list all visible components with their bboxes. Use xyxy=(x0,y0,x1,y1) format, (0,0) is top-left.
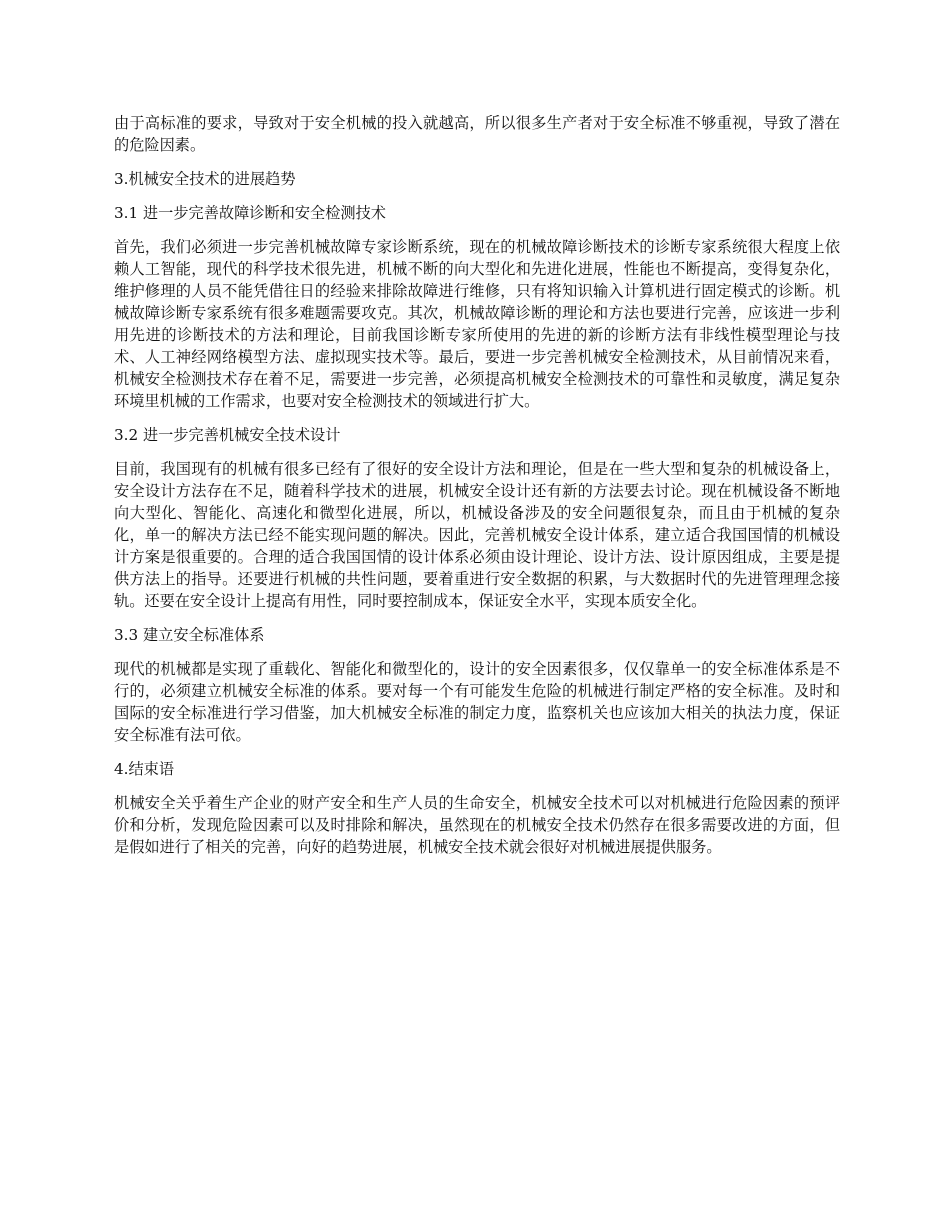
paragraph-3-2: 目前，我国现有的机械有很多已经有了很好的安全设计方法和理论，但是在一些大型和复杂的机械设备上，安全设计方法存在不足，随着科学技术的进展，机械安全设计还有新的方法要去讨论。现在机械设备不断地向大型化、智能化、高速化和微型化进展，所以，机械设备涉及的安全问题很复杂，而且由于机械的复杂化，单一的解决方法已经不能实现问题的解决。因此，完善机械安全设计体系，建立适合我国国情的机械设计方案是很重要的。合理的适合我国国情的设计体系必须由设计理论、设计方法、设计原因组成，主要是提供方法上的指导。还要进行机械的共性问题，要着重进行安全数据的积累，与大数据时代的先进管理理念接轨。还要在安全设计上提高有用性，同时要控制成本，保证安全水平，实现本质安全化。 xyxy=(114,460,840,610)
subsection-heading-3-2: 3.2 进一步完善机械安全技术设计 xyxy=(114,426,341,444)
paragraph-conclusion: 机械安全关乎着生产企业的财产安全和生产人员的生命安全，机械安全技术可以对机械进行危险因素的预评价和分析，发现危险因素可以及时排除和解决，虽然现在的机械安全技术仍然存在很多需要改进的方面，但是假如进行了相关的完善，向好的趋势进展，机械安全技术就会很好对机械进展提供服务。 xyxy=(114,794,840,856)
paragraph-intro: 由于高标准的要求，导致对于安全机械的投入就越高，所以很多生产者对于安全标准不够重视，导致了潜在的危险因素。 xyxy=(114,114,840,154)
subsection-heading-3-1: 3.1 进一步完善故障诊断和安全检测技术 xyxy=(114,204,386,222)
document-page xyxy=(114,112,840,870)
paragraph-3-3: 现代的机械都是实现了重载化、智能化和微型化的，设计的安全因素很多，仅仅靠单一的安全标准体系是不行的，必须建立机械安全标准的体系。要对每一个有可能发生危险的机械进行制定严格的安全标准。及时和国际的安全标准进行学习借鉴，加大机械安全标准的制定力度，监察机关也应该加大相关的执法力度，保证安全标准有法可依。 xyxy=(114,660,840,744)
subsection-heading-3-3: 3.3 建立安全标准体系 xyxy=(114,626,265,644)
paragraph-3-1: 首先，我们必须进一步完善机械故障专家诊断系统，现在的机械故障诊断技术的诊断专家系统很大程度上依赖人工智能，现代的科学技术很先进，机械不断的向大型化和先进化进展，性能也不断提高，变得复杂化，维护修理的人员不能凭借往日的经验来排除故障进行维修，只有将知识输入计算机进行固定模式的诊断。机械故障诊断专家系统有很多难题需要攻克。其次，机械故障诊断的理论和方法也要进行完善，应该进一步利用先进的诊断技术的方法和理论，目前我国诊断专家所使用的先进的新的诊断方法有非线性模型理论与技术、人工神经网络模型方法、虚拟现实技术等。最后，要进一步完善机械安全检测技术，从目前情况来看，机械安全检测技术存在着不足，需要进一步完善，必须提高机械安全检测技术的可靠性和灵敏度，满足复杂环境里机械的工作需求，也要对安全检测技术的领域进行扩大。 xyxy=(114,238,840,410)
section-heading-4: 4.结束语 xyxy=(114,760,175,778)
section-heading-3: 3.机械安全技术的进展趋势 xyxy=(114,170,296,188)
